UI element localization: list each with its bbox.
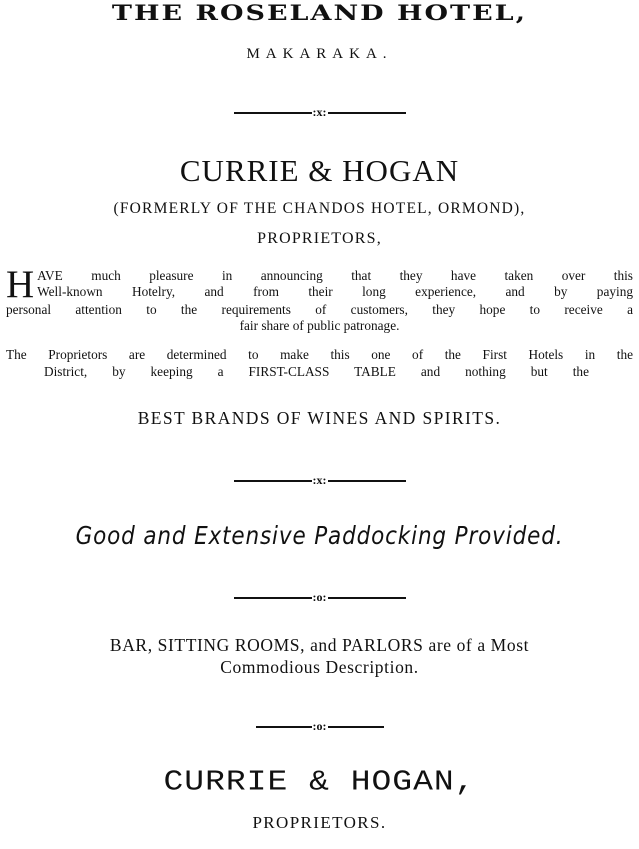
divider-mark: :o: (312, 719, 327, 733)
divider-3 (0, 590, 639, 605)
drop-cap: H (6, 263, 35, 306)
determination-paragraph (6, 346, 633, 380)
proprietors-title: PROPRIETORS, (257, 230, 382, 247)
divider-1 (0, 105, 639, 120)
divider-2 (0, 473, 639, 488)
rooms-paragraph (6, 634, 633, 678)
brands-heading: BEST BRANDS OF WINES AND SPIRITS. (137, 408, 502, 428)
footer-proprietor-names: CURRIE & HOGAN, (163, 766, 476, 799)
town-name: MAKARAKA. (246, 46, 393, 62)
announcement-line: fair share of public patronage. (239, 318, 400, 333)
hotel-name: THE ROSELAND HOTEL, (111, 1, 528, 26)
divider-mark: :x: (312, 105, 327, 119)
paddocking-line: Good and Extensive Paddocking Provided. (75, 521, 564, 550)
announcement-line: AVE much pleasure in announcing that they have taken over this (37, 268, 633, 283)
announcement-line: personal attention to the requirements of customers, they hope to receive a (6, 302, 633, 317)
divider-mark: :o: (312, 590, 327, 604)
announcement-paragraph (6, 263, 633, 334)
proprietor-names: CURRIE & HOGAN (179, 153, 460, 188)
footer-proprietors-title: PROPRIETORS. (252, 813, 387, 832)
rooms-line-2: Commodious Description. (220, 657, 419, 677)
divider-4 (0, 719, 639, 734)
determination-line: District, by keeping a FIRST-CLASS TABLE and nothing but the (44, 364, 589, 379)
determination-line: The Proprietors are determined to make this one of the First Hotels in the (6, 347, 633, 362)
divider-mark: :x: (312, 473, 327, 487)
rooms-line-1: BAR, SITTING ROOMS, and PARLORS are of a Most (109, 635, 530, 655)
announcement-line: Well-known Hotelry, and from their long experience, and by paying (37, 284, 633, 299)
formerly-note: (FORMERLY OF THE CHANDOS HOTEL, ORMOND), (113, 200, 526, 217)
